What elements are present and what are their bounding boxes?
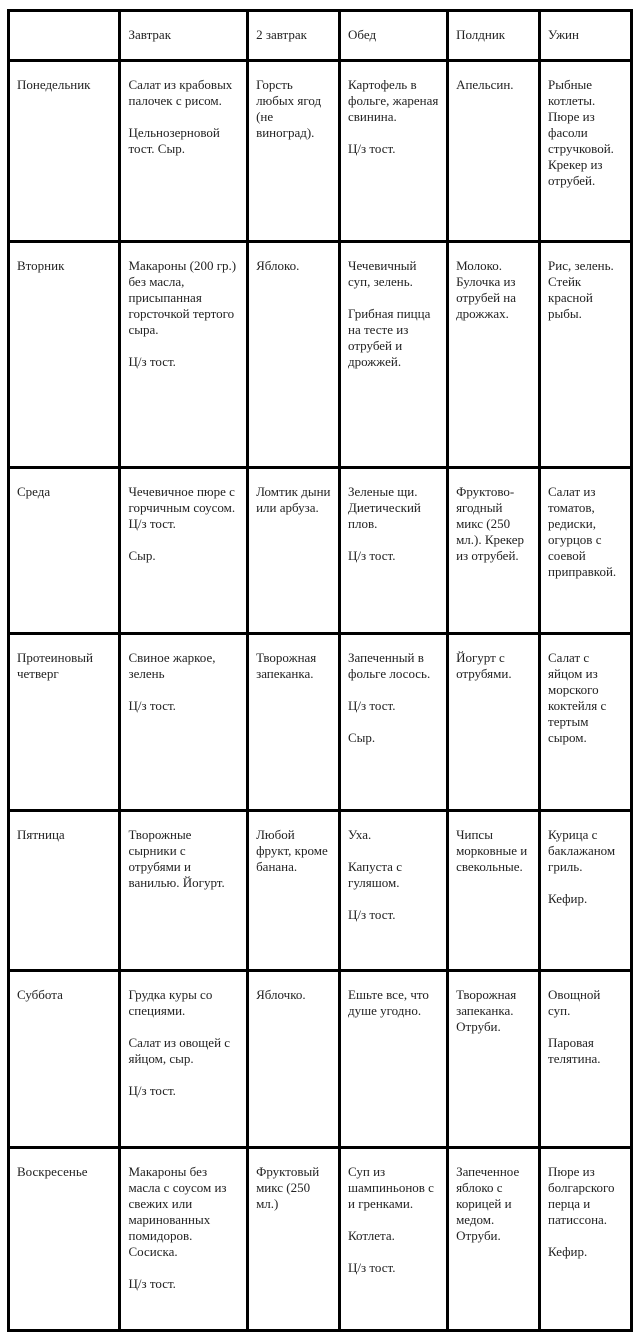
meal-cell <box>340 1148 448 1331</box>
meal-text: Запеченное яблоко с корицей и медом. Отруби. <box>456 1164 520 1243</box>
meal-text: Овощной суп. <box>548 987 601 1018</box>
meal-text: Паровая телятина. <box>548 1035 601 1066</box>
day-cell: Воскресенье <box>9 1148 120 1331</box>
meal-text: Ц/з тост. <box>348 141 396 156</box>
meal-text: Пюре из болгарского перца и патиссона. <box>548 1164 615 1227</box>
meal-cell <box>120 811 248 971</box>
day-cell: Пятница <box>9 811 120 971</box>
meal-text: Котлета. <box>348 1228 395 1243</box>
meal-cell <box>340 811 448 971</box>
meal-cell <box>448 634 540 811</box>
meal-text: Рыбные котлеты. Пюре из фасоли стручковой. Крекер из отрубей. <box>548 77 614 188</box>
meal-cell <box>540 242 632 468</box>
table-row <box>9 634 632 811</box>
meal-cell <box>448 242 540 468</box>
meal-cell <box>248 971 340 1148</box>
header-row <box>9 11 632 61</box>
table-row <box>9 811 632 971</box>
meal-text: Макароны без масла с соусом из свежих или маринованных помидоров. Сосиска. <box>128 1164 227 1259</box>
meal-text: Чипсы морковные и свекольные. <box>456 827 528 874</box>
meal-text: Молоко. Булочка из отрубей на дрожжах. <box>456 258 517 321</box>
meal-text: Яблочко. <box>256 987 306 1002</box>
meal-text: Яблоко. <box>256 258 300 273</box>
meal-cell <box>340 634 448 811</box>
header-cell-lunch: Обед <box>340 11 448 61</box>
table-row <box>9 971 632 1148</box>
day-cell: Вторник <box>9 242 120 468</box>
meal-text: Творожная запеканка. Отруби. <box>456 987 517 1034</box>
meal-cell <box>340 468 448 634</box>
table-row <box>9 242 632 468</box>
table-row <box>9 468 632 634</box>
table-row <box>9 61 632 242</box>
meal-cell <box>248 811 340 971</box>
meal-text: Кефир. <box>548 891 588 906</box>
meal-text: Грудка куры со специями. <box>128 987 213 1018</box>
meal-text: Ц/з тост. <box>128 1276 176 1291</box>
day-cell: Протеиновый четверг <box>9 634 120 811</box>
meal-cell <box>120 634 248 811</box>
meal-cell <box>120 61 248 242</box>
meal-text: Капуста с гуляшом. <box>348 859 402 890</box>
meal-text: Сыр. <box>128 548 156 563</box>
table-row <box>9 1148 632 1331</box>
meal-cell <box>340 242 448 468</box>
meal-cell <box>448 811 540 971</box>
meal-cell <box>120 468 248 634</box>
meal-text: Сыр. <box>348 730 376 745</box>
meal-text: Горсть любых ягод (не виноград). <box>256 77 322 140</box>
meal-text: Ц/з тост. <box>128 354 176 369</box>
meal-cell <box>340 971 448 1148</box>
meal-cell <box>120 971 248 1148</box>
meal-text: Чечевичный суп, зелень. <box>348 258 417 289</box>
meal-text: Цельнозерновой тост. Сыр. <box>128 125 220 156</box>
meal-text: Грибная пицца на тесте из отрубей и дрожжей. <box>348 306 431 369</box>
meal-text: Ц/з тост. <box>128 698 176 713</box>
meal-text: Йогурт с отрубями. <box>456 650 512 681</box>
header-cell-breakfast: Завтрак <box>120 11 248 61</box>
meal-cell <box>448 971 540 1148</box>
meal-text: Фруктовый микс (250 мл.) <box>256 1164 320 1211</box>
meal-text: Фруктово-ягодный микс (250 мл.). Крекер из отрубей. <box>456 484 525 563</box>
day-cell: Суббота <box>9 971 120 1148</box>
meal-cell <box>248 242 340 468</box>
meal-cell <box>448 61 540 242</box>
meal-cell <box>120 242 248 468</box>
meal-text: Свиное жаркое, зелень <box>128 650 216 681</box>
meal-text: Ц/з тост. <box>128 1083 176 1098</box>
meal-cell <box>340 61 448 242</box>
meal-text: Ц/з тост. <box>348 698 396 713</box>
meal-text: Творожная запеканка. <box>256 650 317 681</box>
header-cell-corner <box>9 11 120 61</box>
meal-cell <box>540 971 632 1148</box>
meal-cell <box>540 61 632 242</box>
meal-text: Ц/з тост. <box>348 907 396 922</box>
meal-text: Макароны (200 гр.) без масла, присыпанная горсточкой тертого сыра. <box>128 258 237 337</box>
meal-text: Запеченный в фольге лосось. <box>348 650 431 681</box>
meal-text: Курица с баклажаном гриль. <box>548 827 616 874</box>
meal-cell <box>448 1148 540 1331</box>
meal-text: Салат с яйцом из морского коктейля с тертым сыром. <box>548 650 607 745</box>
meal-cell <box>248 468 340 634</box>
meal-text: Ц/з тост. <box>348 548 396 563</box>
meal-text: Любой фрукт, кроме банана. <box>256 827 328 874</box>
meal-text: Картофель в фольге, жареная свинина. <box>348 77 439 124</box>
weekly-meal-plan-table <box>7 9 633 1332</box>
meal-cell <box>540 1148 632 1331</box>
meal-text: Салат из томатов, редиски, огурцов с соевой приправкой. <box>548 484 617 579</box>
header-cell-second-breakfast: 2 завтрак <box>248 11 340 61</box>
meal-text: Ломтик дыни или арбуза. <box>256 484 331 515</box>
meal-text: Ешьте все, что душе угодно. <box>348 987 429 1018</box>
meal-cell <box>540 811 632 971</box>
meal-text: Рис, зелень. Стейк красной рыбы. <box>548 258 614 321</box>
meal-text: Салат из крабовых палочек с рисом. <box>128 77 233 108</box>
meal-text: Апельсин. <box>456 77 514 92</box>
meal-cell <box>248 1148 340 1331</box>
meal-text: Суп из шампиньонов с и гренками. <box>348 1164 434 1211</box>
header-cell-afternoon-snack: Полдник <box>448 11 540 61</box>
day-cell: Понедельник <box>9 61 120 242</box>
day-cell: Среда <box>9 468 120 634</box>
meal-cell <box>540 634 632 811</box>
meal-plan-body <box>9 11 632 1331</box>
meal-cell <box>448 468 540 634</box>
meal-text: Ц/з тост. <box>348 1260 396 1275</box>
meal-cell <box>120 1148 248 1331</box>
meal-text: Чечевичное пюре с горчичным соусом. Ц/з тост. <box>128 484 236 531</box>
meal-text: Салат из овощей с яйцом, сыр. <box>128 1035 231 1066</box>
meal-text: Творожные сырники с отрубями и ванилью. Йогурт. <box>128 827 225 890</box>
meal-text: Уха. <box>348 827 372 842</box>
meal-cell <box>248 61 340 242</box>
meal-text: Зеленые щи. Диетический плов. <box>348 484 421 531</box>
meal-text: Кефир. <box>548 1244 588 1259</box>
header-cell-dinner: Ужин <box>540 11 632 61</box>
meal-cell <box>540 468 632 634</box>
meal-cell <box>248 634 340 811</box>
